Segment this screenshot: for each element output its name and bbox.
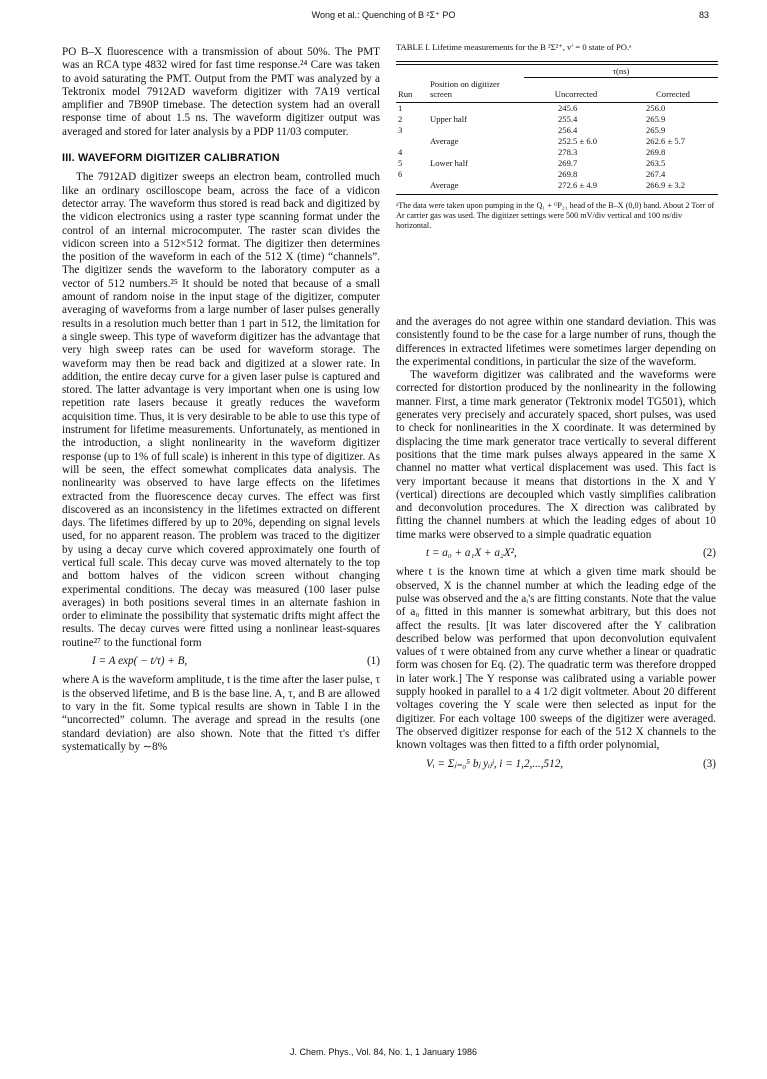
equation-body: Vᵢ = Σⱼ₌₀⁵ bⱼ yᵢⱼʲ, i = 1,2,...,512, — [426, 757, 564, 770]
cell-run — [396, 136, 428, 147]
column-header: Uncorrected — [524, 78, 628, 103]
cell-run — [396, 180, 428, 195]
table-row — [396, 114, 718, 125]
cell-uncorrected: 252.5 ± 6.0 — [558, 135, 598, 146]
section-heading: III. WAVEFORM DIGITIZER CALIBRATION — [62, 152, 280, 165]
cell-uncorrected: 269.7 — [558, 157, 578, 168]
cell-run: 5 — [398, 157, 403, 168]
cell-corrected: 262.6 ± 5.7 — [646, 135, 686, 146]
cell-corrected: 267.4 — [646, 168, 666, 179]
cell-position: Lower half — [430, 157, 468, 168]
cell-corrected: 266.9 ± 3.2 — [628, 180, 718, 195]
table-caption: TABLE I. Lifetime measurements for the B ²Σ²⁺, v′ = 0 state of PO.ᵃ — [396, 42, 632, 52]
equation-1 — [62, 655, 380, 668]
paragraph: PO B–X fluorescence with a transmission of about 50%. The PMT was an RCA type 4832 wired for fast time response.²⁴ Care was taken to avoid saturating the PMT. Output from the PMT was analyzed by a Tektronix model 7912AD waveform digitizer with 7A19 vertical amplifier and 7B90P timebase. The detection system had an overall response time of about 1.5 ns. The waveform digitizer output was averaged and stored for later analysis by a PDP 11/03 computer. — [62, 46, 380, 138]
left-column — [62, 46, 380, 754]
cell-run: 4 — [398, 146, 403, 157]
column-header: Run — [396, 78, 428, 103]
cell-run: 3 — [398, 124, 403, 135]
paragraph: The 7912AD digitizer sweeps an electron beam, controlled much like an ordinary oscilloscope beam, across the face of a vidicon detector array. The waveform thus stored is read back and digitized by the vidicon electronics using a raster type scanning format under the control of an internal microcomputer. The raster scan divides the vidicon screen into a 512×512 format. The digitizer then determines the position of the waveform in each of the 512 X (time) “channels”. The digitizer sends the waveform to the laboratory computer as a vector of 512 numbers.²⁵ It should be noted that because of a small amount of random noise in the input stage of the digitizer, computer averaging of waveforms from a large number of laser pulses generally results in a resolution much better than 1 part in 512, the limitation for a single sweep. This type of waveform digitizer has the advantage that very high sweep rates can be used for waveform storage. The waveform may then be read back and digitized at a slower rate. In addition, the entire decay curve for a given laser pulse is captured and stored. The latter advantage is very important when one is using low repetition rate lasers because it greatly reduces the waveform acquisition time. Thus, it is very desirable to be able to use this type of instrument for lifetime measurements. Unfortunately, as mentioned in the introduction, a slight nonlinearity in the waveform digitizer response (up to 1% of full scale) is inherent in this type of digitizer. As will be seen, the effect somewhat complicates data analysis. The nonlinearity was observed to have large effects on the lifetimes extracted from the fluorescence decay curves. The effect was first discovered as an inconsistency in the lifetimes extracted on different days. The lifetimes differed by up to 20%, depending on signal levels used, for no apparent reason. The problem was traced to the digitizer by using a decay curve which covered approximately one fourth of vertical full scale. This decay curve was moved alternately to the top and bottom halves of the vidicon screen without changing experimental conditions. The decay was measured (100 laser pulse averages) in both positions several times in an alternate fashion in order to eliminate the possibility that systematic drifts might affect the results. The decay curves were fitted using a nonlinear least-squares routine²⁷ to the functional form — [62, 171, 380, 649]
table-row — [396, 125, 718, 136]
equation-body: t = a₀ + a₁X + a₂X², — [426, 547, 517, 560]
cell-position — [428, 125, 524, 136]
table-row — [396, 180, 718, 195]
equation-number: (1) — [366, 655, 380, 668]
lifetime-table — [396, 61, 718, 195]
equation-body: I = A exp( − t/τ) + B, — [92, 655, 188, 668]
cell-corrected: 265.9 — [646, 124, 666, 135]
cell-uncorrected: 278.3 — [558, 146, 578, 157]
cell-uncorrected: 245.6 — [558, 102, 578, 113]
cell-corrected: 263.5 — [646, 157, 666, 168]
cell-position: Average — [428, 180, 524, 195]
column-header: Position on digitizer screen — [428, 78, 524, 103]
cell-corrected: 269.8 — [646, 146, 666, 157]
cell-uncorrected: 256.4 — [558, 124, 578, 135]
paragraph: The waveform digitizer was calibrated and the waveforms were corrected for distortion produced by the nonlinearity in the following manner. First, a time mark generator (Tektronix model TG501), which generates very precisely and accurately spaced, short pulses, was used to check for nonlinearities in the X coordinate. It was determined by displacing the time mark generator trace vertically to several different positions that the time mark pulses always appeared in the same X channel no matter what vertical displacement was used. This fact is very important because it means that distortions in the X and Y (vertical) directions are decoupled which vastly simplifies calibration and deconvolution procedures. The X direction was calibrated by fitting the channel numbers at which the leading edges of about 10 time marks were observed to a simple quadratic equation — [396, 369, 716, 541]
cell-uncorrected: 255.4 — [558, 113, 578, 124]
cell-position — [428, 169, 524, 180]
cell-uncorrected: 272.6 ± 4.9 — [524, 180, 628, 195]
table-footnote: ᵃThe data were taken upon pumping in the Q₁ + ᴼP₂₁ head of the B–X (0,0) band. About 2 Torr of Ar carrier gas was used. The digitizer settings were 500 mV/div vertical and 100 ns/div horizontal. — [396, 200, 715, 230]
table-row — [396, 102, 718, 114]
page-number: 83 — [698, 10, 709, 20]
table-row — [396, 147, 718, 158]
equation-3 — [396, 758, 716, 771]
cell-position: Average — [430, 135, 459, 146]
right-column — [396, 316, 716, 777]
cell-corrected: 256.0 — [646, 102, 666, 113]
equation-number: (3) — [702, 757, 716, 770]
cell-position — [428, 102, 524, 114]
table-row — [396, 158, 718, 169]
cell-position — [428, 147, 524, 158]
paragraph: where t is the known time at which a given time mark should be observed, X is the channel number at which the leading edge of the pulse was observed and the aᵢ's are fitting constants. Note that the value of a₀ fitted in this manner is somewhat arbitrary, but this does not affect the results. [It was later discovered after the Y calibration described below was performed that upon deconvolution equivalent values of τ were obtained from any curve whether a linear or quadratic form was chosen for Eq. (2). The quadratic term was therefore dropped in later work.] The Y response was calibrated using a variable power supply hooked in parallel to a 4 1/2 digit voltmeter. About 20 different voltages covering the Y scale were then selected as input for the digitizer. For each voltage 100 sweeps of the digitizer were averaged. The observed digitizer response for each of the 512 X channels to the known voltages was then fitted to a fifth order polynomial, — [396, 566, 716, 752]
cell-uncorrected: 269.8 — [558, 168, 578, 179]
column-header: Corrected — [628, 78, 718, 103]
cell-run: 1 — [398, 102, 403, 113]
table-1 — [396, 42, 718, 231]
cell-position: Upper half — [430, 113, 467, 124]
table-row — [396, 136, 718, 147]
cell-run: 2 — [398, 113, 403, 124]
table-row — [396, 169, 718, 180]
cell-corrected: 265.9 — [646, 113, 666, 124]
paragraph: and the averages do not agree within one standard deviation. This was consistently found to be the case for a large number of runs, though the differences in extracted lifetimes were sometimes larger depending on the experimental conditions, in particular the size of the waveform. — [396, 316, 716, 368]
running-title: Wong et al.: Quenching of B ²Σ⁺ PO — [311, 10, 456, 20]
journal-footer: J. Chem. Phys., Vol. 84, No. 1, 1 January 1986 — [289, 1047, 478, 1057]
cell-run: 6 — [398, 168, 403, 179]
equation-number: (2) — [702, 547, 716, 560]
tau-header: τ(ns) — [524, 65, 718, 78]
paragraph: where A is the waveform amplitude, t is the time after the laser pulse, τ is the observed lifetime, and B is the base line. A, τ, and B are allowed to vary in the fit. Some typical results are shown in Table I in the “uncorrected” column. The average and spread in the results (one standard deviation) are also shown. Note that the fitted τ's differ systematically by ∼8% — [62, 674, 380, 753]
equation-2 — [396, 547, 716, 560]
